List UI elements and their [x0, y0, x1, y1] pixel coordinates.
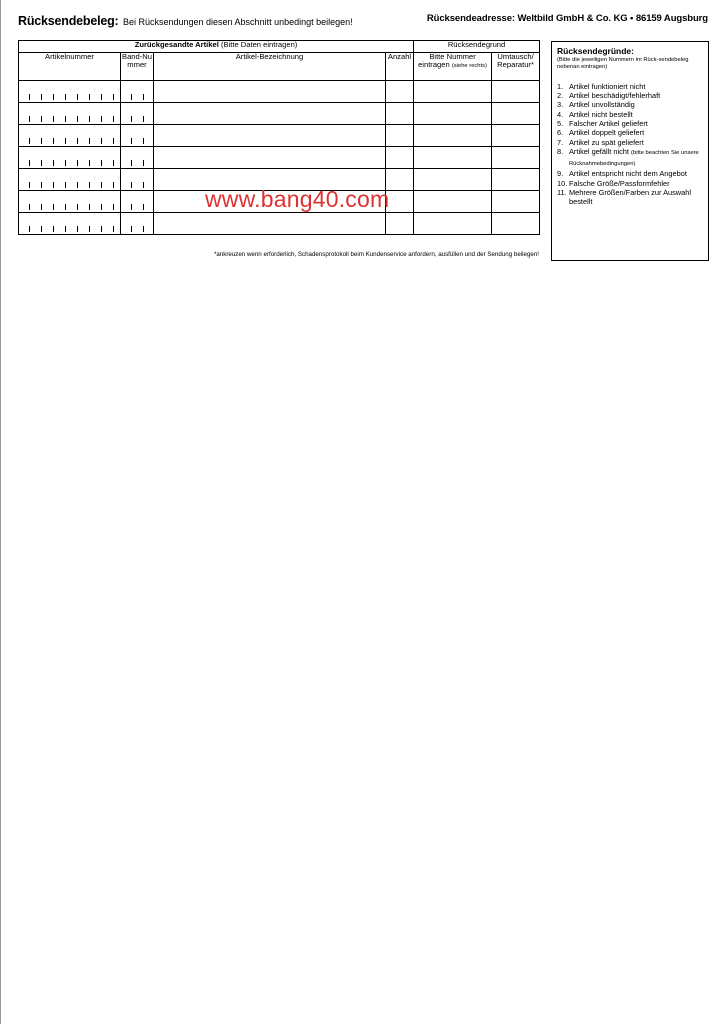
umtausch-cell[interactable]	[492, 169, 540, 191]
column-header-artikelnummer: Artikelnummer	[19, 53, 121, 81]
digit-tick	[143, 94, 144, 100]
bezeichnung-cell[interactable]	[154, 81, 386, 103]
reason-item	[557, 100, 703, 109]
digit-tick	[29, 94, 30, 100]
reason-text-wrap	[569, 147, 703, 170]
reason-item	[557, 188, 703, 207]
digit-tick-guides	[121, 125, 153, 146]
reason-text-wrap	[569, 188, 703, 207]
digit-tick-guides	[19, 147, 120, 168]
digit-tick	[65, 226, 66, 232]
reason-number-cell[interactable]	[414, 81, 492, 103]
reason-text-wrap	[569, 169, 703, 178]
digit-tick	[65, 182, 66, 188]
digit-tick	[101, 94, 102, 100]
bezeichnung-cell[interactable]	[154, 213, 386, 235]
anzahl-cell[interactable]	[386, 147, 414, 169]
digit-tick	[77, 138, 78, 144]
digit-tick	[53, 182, 54, 188]
artikelnummer-cell[interactable]	[19, 81, 121, 103]
reason-text-wrap	[569, 138, 703, 147]
reason-item	[557, 110, 703, 119]
reason-text: Artikel gefällt nicht	[569, 146, 629, 156]
table-row	[19, 147, 540, 169]
reason-number-cell[interactable]	[414, 213, 492, 235]
digit-tick	[101, 226, 102, 232]
digit-tick	[41, 182, 42, 188]
band-nummer-cell[interactable]	[121, 169, 154, 191]
digit-tick	[143, 204, 144, 210]
digit-tick-guides	[121, 191, 153, 212]
anzahl-cell[interactable]	[386, 81, 414, 103]
digit-tick	[89, 160, 90, 166]
anzahl-cell[interactable]	[386, 103, 414, 125]
reason-text-wrap	[569, 100, 703, 109]
column-header-umtausch	[492, 53, 540, 81]
artikelnummer-cell[interactable]	[19, 147, 121, 169]
reason-text-wrap	[569, 119, 703, 128]
digit-tick	[77, 204, 78, 210]
digit-tick	[113, 116, 114, 122]
umtausch-cell[interactable]	[492, 213, 540, 235]
digit-tick	[53, 204, 54, 210]
reason-text: Artikel beschädigt/fehlerhaft	[569, 91, 661, 101]
digit-tick-guides	[121, 81, 153, 102]
digit-tick	[101, 116, 102, 122]
reason-number-cell[interactable]	[414, 125, 492, 147]
reason-number-cell[interactable]	[414, 103, 492, 125]
reason-number-cell[interactable]	[414, 191, 492, 213]
band-nummer-cell[interactable]	[121, 147, 154, 169]
band-header-line2: mmer	[127, 60, 147, 69]
digit-tick-guides	[19, 169, 120, 190]
band-nummer-cell[interactable]	[121, 191, 154, 213]
anzahl-cell[interactable]	[386, 169, 414, 191]
digit-tick	[41, 138, 42, 144]
reason-text-wrap	[569, 110, 703, 119]
umtausch-cell[interactable]	[492, 81, 540, 103]
digit-tick	[77, 182, 78, 188]
digit-tick	[89, 94, 90, 100]
digit-tick	[131, 138, 132, 144]
digit-tick	[53, 138, 54, 144]
digit-tick	[113, 138, 114, 144]
reason-text: Falsche Größe/Passformfehler	[569, 178, 670, 188]
bezeichnung-cell[interactable]	[154, 147, 386, 169]
digit-tick-guides	[121, 169, 153, 190]
footnote: *ankreuzen wenn erforderlich, Schadensprotokoll beim Kundenservice anfordern, ausfüllen und der Sendung beilegen!	[213, 251, 539, 258]
reason-item	[557, 119, 703, 128]
group-header-returned-note: (Bitte Daten eintragen)	[220, 40, 298, 49]
reason-text: Artikel funktioniert nicht	[569, 81, 646, 91]
table-header-group-row	[19, 41, 540, 53]
umtausch-cell[interactable]	[492, 147, 540, 169]
table-header-column-row	[19, 53, 540, 81]
reason-number: 2.	[557, 91, 564, 101]
digit-tick	[101, 204, 102, 210]
reason-number: 8.	[557, 146, 564, 156]
digit-tick	[89, 116, 90, 122]
digit-tick	[53, 226, 54, 232]
reason-number: 3.	[557, 100, 564, 110]
digit-tick	[131, 182, 132, 188]
table-row	[19, 125, 540, 147]
page-subtitle: Bei Rücksendungen diesen Abschnitt unbedingt beilegen!	[122, 17, 353, 27]
reason-text: Artikel unvollständig	[569, 100, 635, 110]
reason-number-note: (siehe rechts)	[451, 63, 487, 69]
digit-tick	[113, 160, 114, 166]
reason-number-line2: eintragen	[418, 60, 450, 69]
artikelnummer-cell[interactable]	[19, 213, 121, 235]
digit-tick	[89, 226, 90, 232]
table-row	[19, 81, 540, 103]
umtausch-line1: Umtausch/	[497, 52, 534, 61]
reason-number: 7.	[557, 137, 564, 147]
umtausch-cell[interactable]	[492, 191, 540, 213]
reason-text-wrap	[569, 179, 703, 188]
reason-item	[557, 169, 703, 178]
reason-number: 11.	[557, 188, 567, 198]
digit-tick	[29, 226, 30, 232]
digit-tick	[29, 204, 30, 210]
digit-tick-guides	[19, 103, 120, 124]
reason-number: 10.	[557, 178, 568, 188]
reasons-note: (Bitte die jeweiligen Nummern im Rück-sendebeleg nebenan eintragen)	[557, 57, 689, 71]
bezeichnung-cell[interactable]	[154, 103, 386, 125]
digit-tick	[65, 204, 66, 210]
watermark: www.bang40.com	[205, 186, 390, 212]
digit-tick	[143, 116, 144, 122]
digit-tick	[131, 94, 132, 100]
band-nummer-cell[interactable]	[121, 213, 154, 235]
digit-tick	[101, 138, 102, 144]
return-address: Rücksendeadresse: Weltbild GmbH & Co. KG • 86159 Augsburg	[426, 13, 708, 24]
digit-tick	[53, 116, 54, 122]
reason-item	[557, 179, 703, 188]
digit-tick	[53, 160, 54, 166]
reason-number: 6.	[557, 128, 564, 138]
table-row	[19, 103, 540, 125]
digit-tick-guides	[19, 125, 120, 146]
band-nummer-cell[interactable]	[121, 103, 154, 125]
reason-text: Artikel doppelt geliefert	[569, 128, 645, 138]
return-reasons-box	[551, 41, 709, 261]
page-title: Rücksendebeleg:	[18, 14, 119, 28]
artikelnummer-cell[interactable]	[19, 125, 121, 147]
digit-tick	[113, 94, 114, 100]
digit-tick-guides	[19, 81, 120, 102]
reason-text: Artikel entspricht nicht dem Angebot	[569, 169, 687, 179]
group-header-returned-articles	[19, 41, 414, 53]
reason-number: 9.	[557, 169, 564, 179]
digit-tick-guides	[19, 213, 120, 234]
digit-tick	[77, 160, 78, 166]
digit-tick	[29, 160, 30, 166]
reason-number: 4.	[557, 109, 564, 119]
digit-tick	[131, 160, 132, 166]
digit-tick	[89, 204, 90, 210]
band-header-line1: Band-Nu	[122, 52, 152, 61]
digit-tick-guides	[121, 103, 153, 124]
digit-tick	[41, 94, 42, 100]
reason-item	[557, 128, 703, 137]
table-row	[19, 213, 540, 235]
digit-tick	[131, 204, 132, 210]
digit-tick	[77, 94, 78, 100]
reason-text: Artikel zu spät geliefert	[569, 137, 644, 147]
digit-tick-guides	[19, 191, 120, 212]
column-header-anzahl: Anzahl	[386, 53, 414, 81]
artikelnummer-cell[interactable]	[19, 191, 121, 213]
column-header-band-nummer	[121, 53, 154, 81]
document-header	[18, 9, 708, 29]
digit-tick	[29, 182, 30, 188]
reasons-title: Rücksendegründe:	[557, 46, 634, 56]
digit-tick	[143, 138, 144, 144]
digit-tick	[131, 116, 132, 122]
digit-tick	[143, 226, 144, 232]
reason-text-wrap	[569, 91, 703, 100]
reason-text: Falscher Artikel geliefert	[569, 119, 648, 128]
reason-text: Mehrere Größen/Farben zur Auswahl bestellt	[569, 188, 691, 207]
reason-item	[557, 147, 703, 170]
reason-item	[557, 138, 703, 147]
reason-number-cell[interactable]	[414, 147, 492, 169]
artikelnummer-cell[interactable]	[19, 169, 121, 191]
digit-tick	[113, 204, 114, 210]
reason-number-line1: Bitte Nummer	[429, 52, 476, 61]
digit-tick	[29, 116, 30, 122]
reason-item	[557, 82, 703, 91]
column-header-bezeichnung: Artikel-Bezeichnung	[154, 53, 386, 81]
reasons-list	[557, 82, 703, 207]
anzahl-cell[interactable]	[386, 213, 414, 235]
reason-item	[557, 91, 703, 100]
artikelnummer-cell[interactable]	[19, 103, 121, 125]
digit-tick	[65, 160, 66, 166]
reason-number-cell[interactable]	[414, 169, 492, 191]
digit-tick	[131, 226, 132, 232]
umtausch-cell[interactable]	[492, 103, 540, 125]
band-nummer-cell[interactable]	[121, 125, 154, 147]
reason-text: Artikel nicht bestellt	[569, 109, 633, 119]
column-header-reason-number	[414, 53, 492, 81]
bezeichnung-cell[interactable]	[154, 125, 386, 147]
digit-tick	[65, 138, 66, 144]
digit-tick	[143, 160, 144, 166]
digit-tick-guides	[121, 213, 153, 234]
reason-text-wrap	[569, 128, 703, 137]
digit-tick	[143, 182, 144, 188]
digit-tick	[101, 182, 102, 188]
digit-tick	[77, 116, 78, 122]
page-edge	[0, 0, 1, 1024]
reason-text-wrap	[569, 82, 703, 91]
header-left	[18, 12, 353, 30]
reason-hint: (bitte beachten Sie unsere Rücknahmebedingungen)	[569, 149, 699, 168]
digit-tick	[89, 182, 90, 188]
digit-tick	[41, 160, 42, 166]
digit-tick	[101, 160, 102, 166]
digit-tick	[89, 138, 90, 144]
anzahl-cell[interactable]	[386, 125, 414, 147]
digit-tick	[53, 94, 54, 100]
digit-tick	[113, 182, 114, 188]
group-header-returned-label: Zurückgesandte Artikel	[134, 40, 219, 49]
reason-number: 5.	[557, 119, 564, 128]
digit-tick	[41, 116, 42, 122]
band-nummer-cell[interactable]	[121, 81, 154, 103]
umtausch-line2: Reparatur*	[497, 60, 534, 69]
digit-tick	[41, 226, 42, 232]
digit-tick	[65, 116, 66, 122]
group-header-return-reason: Rücksendegrund	[414, 41, 540, 53]
anzahl-cell[interactable]	[386, 191, 414, 213]
digit-tick	[29, 138, 30, 144]
umtausch-cell[interactable]	[492, 125, 540, 147]
digit-tick	[77, 226, 78, 232]
digit-tick-guides	[121, 147, 153, 168]
digit-tick	[65, 94, 66, 100]
digit-tick	[113, 226, 114, 232]
digit-tick	[41, 204, 42, 210]
reason-number: 1.	[557, 81, 564, 91]
